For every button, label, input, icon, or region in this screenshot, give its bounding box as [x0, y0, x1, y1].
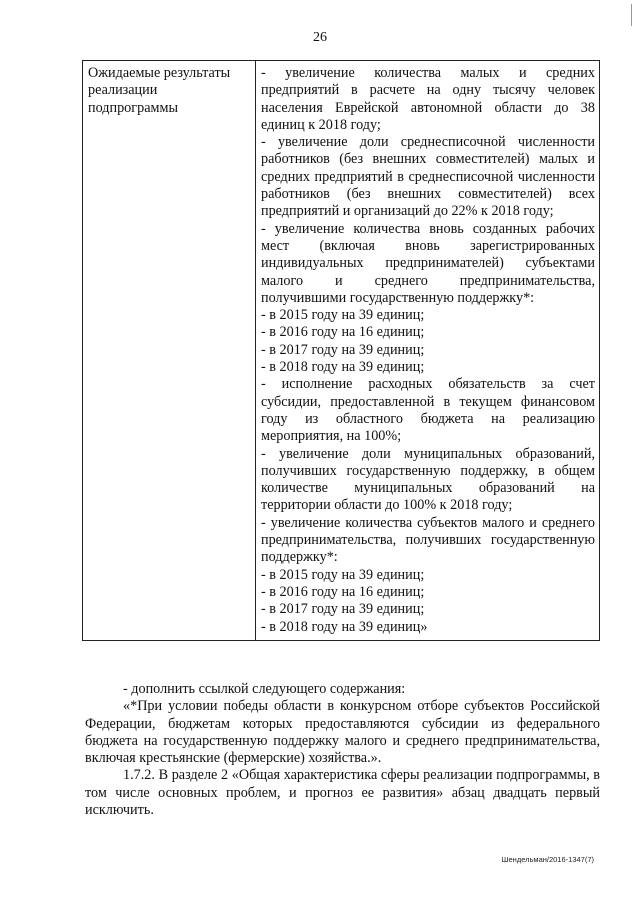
table-row — [83, 61, 600, 641]
list-item: - в 2015 году на 39 единиц; — [261, 566, 425, 583]
list-item: - в 2018 году на 39 единиц» — [261, 618, 428, 635]
list-item: - в 2016 году на 16 единиц; — [261, 324, 425, 341]
list-item: - увеличение доли муниципальных образований, получивших государственную поддержку, в общем количестве муниципальных образований на территории области до 100% к 2018 году; — [261, 445, 595, 514]
list-item: - в 2015 году на 39 единиц; — [261, 307, 425, 324]
list-item: - увеличение доли среднесписочной численности работников (без внешних совместителей) малых и средних предприятий в среднесписочной численности работников (без внешних совместителей) всех предприятий и организаций до 22% к 2018 году; — [261, 134, 595, 220]
results-table — [82, 60, 600, 641]
paragraph-section-1-7-2: 1.7.2. В разделе 2 «Общая характеристика сферы реализации подпрограммы, в том числе основных проблем, и прогноз ее развития» абзац двадцать первый исключить. — [85, 767, 600, 819]
document-footer-code: Шендельман/2016-1347(7) — [501, 855, 594, 864]
list-item: - в 2016 году на 16 единиц; — [261, 583, 425, 600]
paragraph-add-footnote: - дополнить ссылкой следующего содержания: — [123, 681, 406, 697]
list-item: - увеличение количества малых и средних предприятий в расчете на одну тысячу человек населения Еврейской автономной области до 38 единиц к 2018 году; — [261, 65, 595, 133]
paragraph-footnote-text: «*При условии победы области в конкурсном отборе субъектов Российской Федерации, бюджетам которых предоставляются субсидии из федерального бюджета на государственную поддержку малого и среднего предпринимательства, включая крестьянские (фермерские) хозяйства.». — [85, 698, 600, 767]
list-item: - в 2017 году на 39 единиц; — [261, 341, 425, 358]
list-item: - в 2017 году на 39 единиц; — [261, 601, 425, 618]
body-text — [85, 681, 600, 819]
results-label-cell: Ожидаемые результаты реализации подпрограммы — [83, 61, 256, 641]
page-number: 26 — [313, 30, 327, 45]
list-item: - в 2018 году на 39 единиц; — [261, 359, 425, 376]
list-item: - увеличение количества субъектов малого и среднего предпринимательства, получивших государственную поддержку*: — [261, 514, 595, 566]
list-item: - исполнение расходных обязательств за счет субсидии, предоставленной в текущем финансовом году из областного бюджета на реализацию мероприятия, на 100%; — [261, 376, 595, 445]
list-item: - увеличение количества вновь созданных рабочих мест (включая вновь зарегистрированных индивидуальных предпринимателей) субъектами малого и среднего предпринимательства, получившими государственную поддержку*: — [261, 220, 595, 306]
results-items-cell — [256, 61, 600, 641]
scan-edge-mark — [631, 4, 636, 26]
